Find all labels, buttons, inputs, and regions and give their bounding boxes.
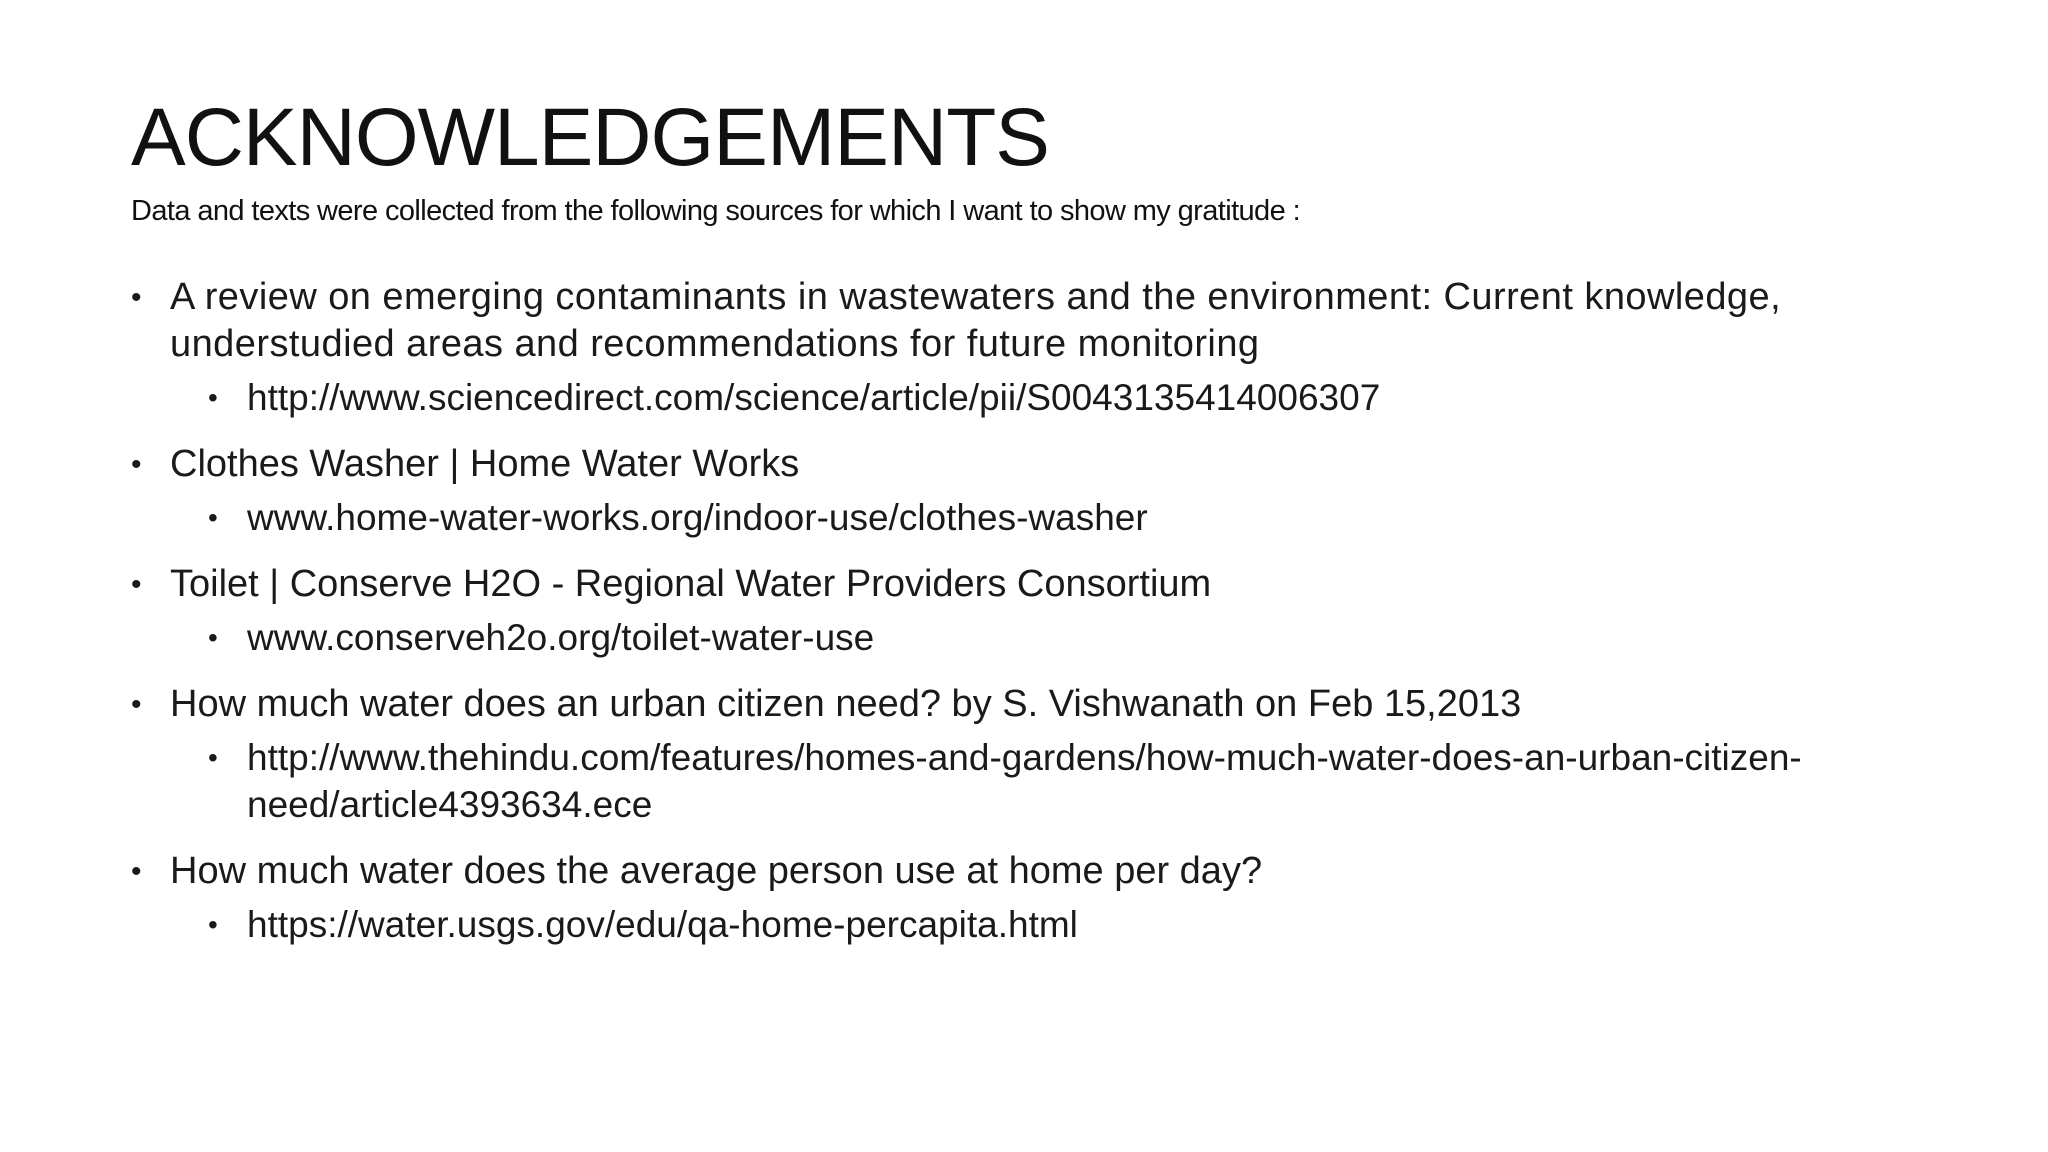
source-link[interactable]: https://water.usgs.gov/edu/qa-home-percapita.html — [247, 904, 1078, 945]
bullet-icon: • — [131, 855, 142, 888]
source-item — [131, 561, 1931, 661]
source-item — [131, 274, 1931, 421]
slide-subtitle: Data and texts were collected from the following sources for which I want to show my gratitude : — [131, 195, 1301, 227]
source-link[interactable]: http://www.sciencedirect.com/science/article/pii/S0043135414006307 — [247, 377, 1381, 418]
source-link-list — [170, 734, 1931, 828]
slide-title: ACKNOWLEDGEMENTS — [131, 92, 1049, 183]
source-title: Clothes Washer | Home Water Works — [170, 443, 800, 485]
source-title: How much water does the average person use at home per day? — [170, 850, 1263, 892]
source-item — [131, 441, 1931, 541]
source-link-item — [208, 374, 1867, 421]
source-item — [131, 681, 1931, 828]
bullet-icon: • — [208, 909, 218, 940]
source-link[interactable]: http://www.thehindu.com/features/homes-and-gardens/how-much-water-does-an-urban-citizen-need/article4393634.ece — [247, 737, 1802, 825]
source-link-item — [208, 734, 1867, 828]
source-link-item — [208, 494, 1867, 541]
source-link-list — [170, 494, 1931, 541]
source-link-item — [208, 901, 1867, 948]
bullet-icon: • — [131, 688, 142, 721]
bullet-icon: • — [208, 622, 218, 653]
source-list — [131, 274, 1931, 968]
bullet-icon: • — [131, 568, 142, 601]
source-title: Toilet | Conserve H2O - Regional Water Providers Consortium — [170, 563, 1212, 605]
source-link-item — [208, 614, 1867, 661]
source-title: A review on emerging contaminants in wastewaters and the environment: Current knowledge, understudied areas and recommendations for future monitoring — [170, 276, 1782, 365]
bullet-icon: • — [131, 281, 142, 314]
source-link[interactable]: www.conserveh2o.org/toilet-water-use — [247, 617, 875, 658]
bullet-icon: • — [131, 448, 142, 481]
bullet-icon: • — [208, 382, 218, 413]
source-link-list — [170, 374, 1931, 421]
bullet-icon: • — [208, 742, 218, 773]
source-item — [131, 848, 1931, 948]
bullet-icon: • — [208, 502, 218, 533]
source-link-list — [170, 614, 1931, 661]
source-link[interactable]: www.home-water-works.org/indoor-use/clothes-washer — [247, 497, 1148, 538]
source-title: How much water does an urban citizen need? by S. Vishwanath on Feb 15,2013 — [170, 683, 1522, 725]
source-link-list — [170, 901, 1931, 948]
